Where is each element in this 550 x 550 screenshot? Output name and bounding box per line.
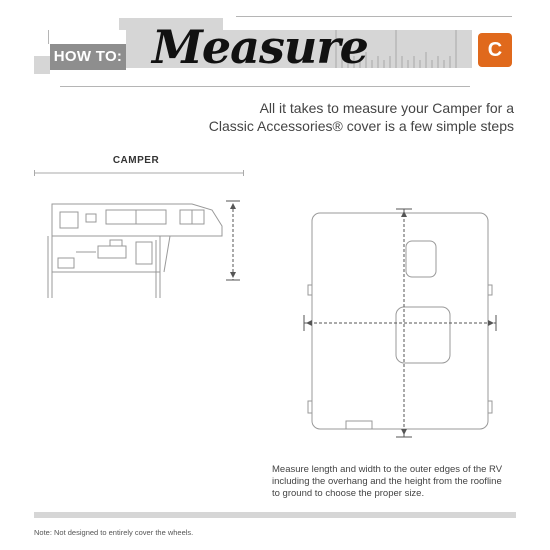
footer-bar: [34, 512, 516, 518]
measure-instructions: [272, 464, 522, 500]
how-to-badge: HOW TO:: [50, 44, 126, 70]
intro-line-1: All it takes to measure your Camper for a: [259, 100, 514, 116]
caption-line-3: to ground to choose the proper size.: [272, 488, 425, 499]
camper-top-view-icon: [300, 205, 500, 445]
header-bar-left: [34, 56, 50, 74]
caption-line-1: Measure length and width to the outer edges of the RV: [272, 464, 503, 475]
page-title: Measure: [152, 20, 368, 74]
camper-side-view-icon: [40, 196, 250, 306]
header-rule-bottom: [60, 86, 470, 87]
header-rule-top: [236, 16, 512, 17]
camper-label: CAMPER: [112, 155, 160, 166]
caption-line-2: including the overhang and the height from the roofline: [272, 476, 502, 487]
camper-label-rule: [34, 170, 244, 176]
footnote: Note: Not designed to entirely cover the wheels.: [34, 528, 194, 537]
header-rule-left: [48, 30, 49, 44]
intro-line-2: Classic Accessories® cover is a few simple steps: [208, 118, 514, 134]
brand-logo-icon: C: [478, 33, 512, 67]
intro-text: [194, 99, 514, 135]
